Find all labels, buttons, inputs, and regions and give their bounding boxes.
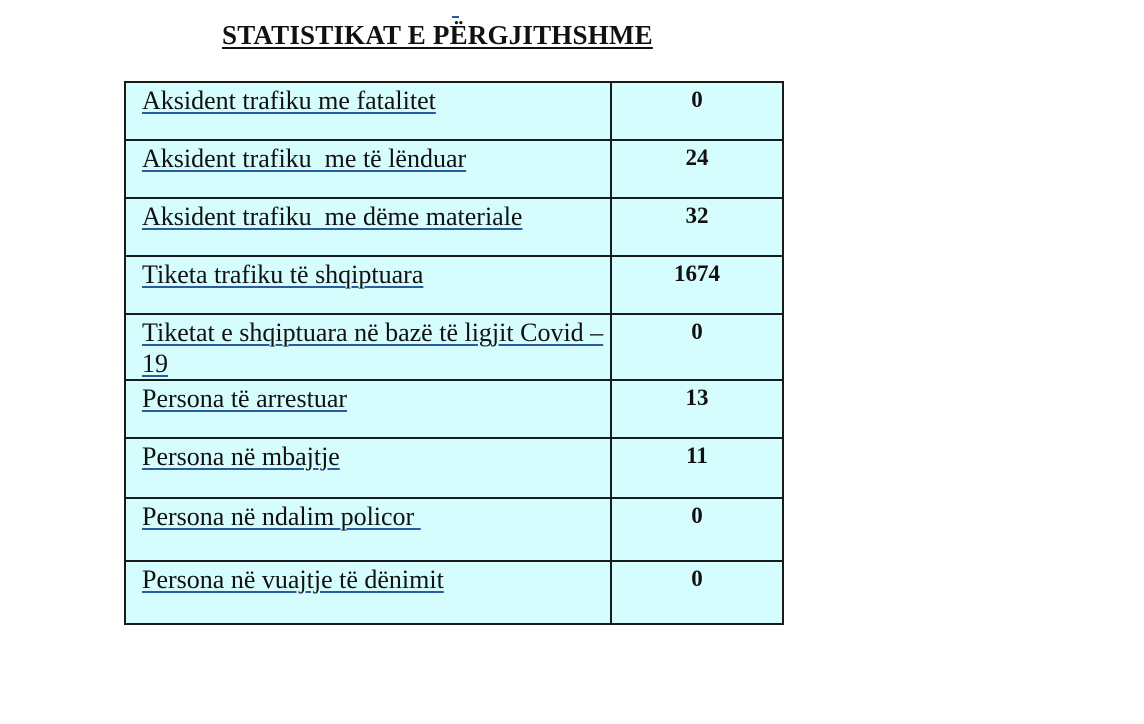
row-label-cell [125,256,611,314]
row-value: 32 [611,198,783,256]
row-value: 24 [611,140,783,198]
table-row [125,561,783,624]
row-label-link[interactable]: Aksident trafiku me të lënduar [142,144,467,173]
row-value: 0 [611,82,783,140]
table-row [125,140,783,198]
table-row [125,438,783,498]
row-label-cell [125,438,611,498]
table-row [125,82,783,140]
row-label-link[interactable]: Persona në ndalim policor [142,502,421,531]
page-title: STATISTIKAT E PËRGJITHSHME [222,20,653,50]
statistics-table [124,81,784,625]
row-value: 13 [611,380,783,438]
title-mark [452,16,459,18]
table-row [125,498,783,561]
row-label-link[interactable]: Persona në vuajtje të dënimit [142,565,444,594]
row-value: 0 [611,314,783,380]
table-row [125,380,783,438]
row-value: 0 [611,498,783,561]
row-label-cell [125,140,611,198]
row-label-cell [125,561,611,624]
row-label-link[interactable]: Aksident trafiku me dëme materiale [142,202,523,231]
table-row [125,314,783,380]
row-label-link[interactable]: Persona të arrestuar [142,384,348,413]
row-label-cell [125,380,611,438]
row-value: 0 [611,561,783,624]
row-value: 1674 [611,256,783,314]
row-label-cell [125,82,611,140]
row-value: 11 [611,438,783,498]
row-label-cell [125,198,611,256]
row-label-link[interactable]: Aksident trafiku me fatalitet [142,86,436,115]
row-label-cell [125,498,611,561]
row-label-link[interactable]: Persona në mbajtje [142,442,340,471]
table-row [125,256,783,314]
row-label-link[interactable]: Tiketat e shqiptuara në bazë të ligjit Covid – 19 [142,318,604,378]
row-label-cell [125,314,611,380]
row-label-link[interactable]: Tiketa trafiku të shqiptuara [142,260,424,289]
table-row [125,198,783,256]
